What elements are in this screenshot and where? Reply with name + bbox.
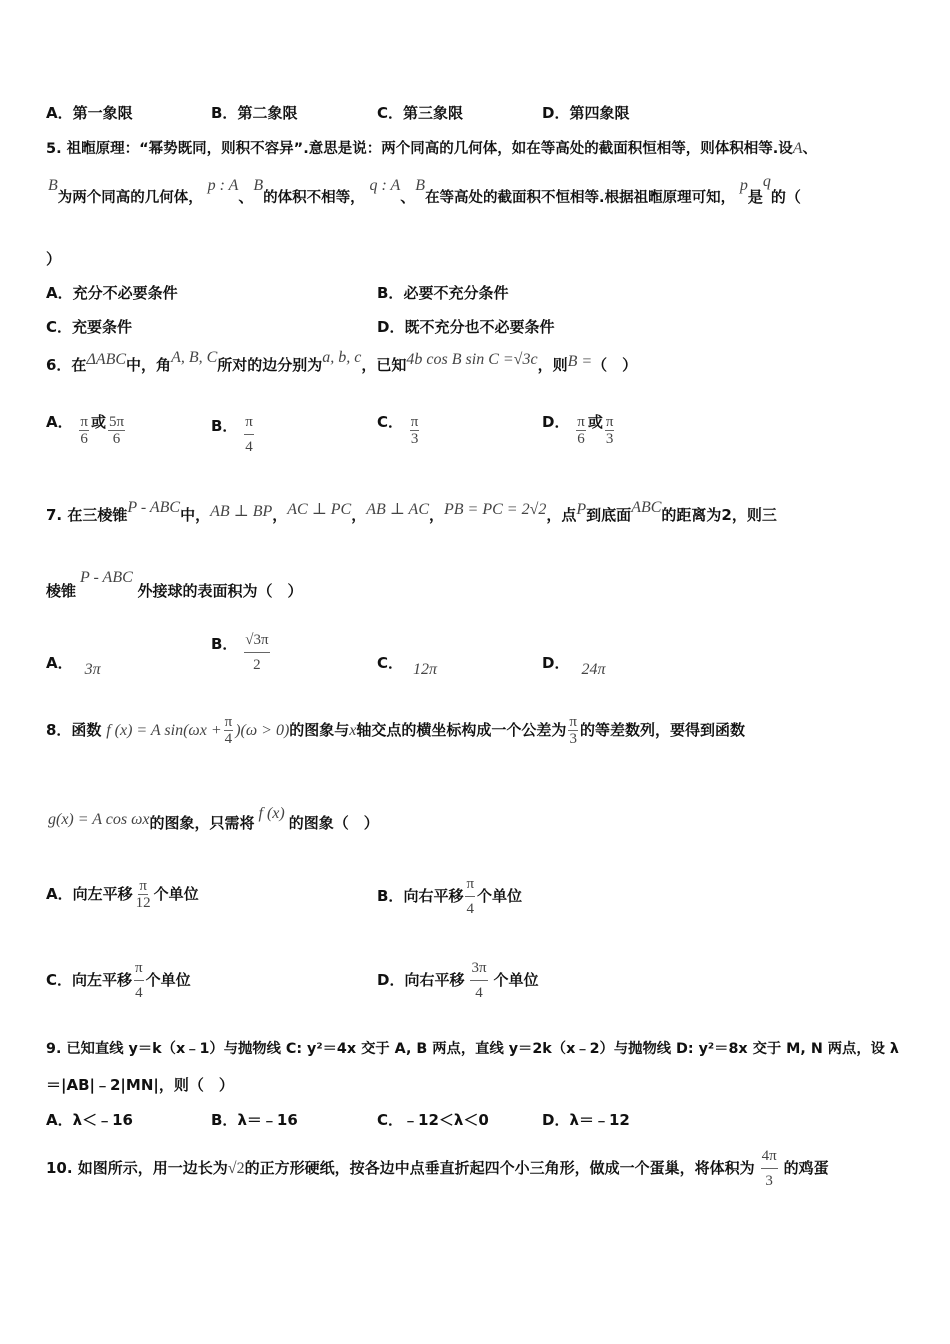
q6-option-b: B． $\frac{\pi}{4}$: [211, 410, 256, 459]
q9-stem-line2: ＝|AB|﹣2|MN|，则（ ）: [46, 1076, 234, 1094]
q7-option-b: B． $\frac{√3\pi}{2}$: [211, 628, 272, 677]
q4-option-d: D．第四象限: [542, 104, 630, 122]
q8-stem-line1: 8．函数 f (x) = A sin(ωx + $\frac{\pi}{4}$ )(ω > 0)的图象与x轴交点的横坐标构成一个公差为 $\frac{\pi}{3}$ 的等差数列，要得到函数: [46, 714, 745, 747]
q5-option-b: B．必要不充分条件: [377, 284, 509, 302]
q7-option-c: C． 12π: [377, 654, 438, 678]
q6-opt-a-frac1: $\frac{\pi}{6}$: [80, 414, 88, 447]
q8-option-c: C．向左平移 $\frac{\pi}{4}$ 个单位: [46, 956, 191, 1005]
q8-option-b: B．向右平移 $\frac{\pi}{4}$ 个单位: [377, 872, 522, 921]
q8-option-a: A．向左平移 $\frac{\pi}{12}$ 个单位: [46, 878, 199, 911]
q6-option-c: C． $\frac{\pi}{3}$: [377, 413, 419, 447]
q9-option-d: D．λ＝﹣12: [542, 1111, 630, 1129]
q7-option-d: D． 24π: [542, 654, 606, 678]
q5-option-c: C．充要条件: [46, 318, 133, 336]
q6-option-a: A． $\frac{\pi}{6}$ 或 $\frac{5\pi}{6}$: [46, 413, 125, 447]
q5-stem-line2: B为两个同高的几何体， p : A、B的体积不相等， q : A、B在等高处的截面积不恒相等.根据祖暅原理可知， p是q的（: [48, 173, 801, 206]
q10-stem: 10. 如图所示，用一边长为√2的正方形硬纸，按各边中点垂直折起四个小三角形，做成一个蛋巢，将体积为 $\frac{4\pi}{3}$ 的鸡蛋: [46, 1144, 829, 1193]
q8-stem-line2: g(x) = A cos ωx的图象，只需将f (x)的图象（ ）: [48, 805, 379, 832]
q8-option-d: D．向右平移 $\frac{3\pi}{4}$ 个单位: [377, 956, 539, 1005]
q4-option-b: B．第二象限: [211, 104, 298, 122]
q7-stem-line2: 棱锥P - ABC 外接球的表面积为（ ）: [46, 569, 303, 600]
q5-option-d: D．既不充分也不必要条件: [377, 318, 555, 336]
q9-option-c: C．﹣12＜λ＜0: [377, 1111, 489, 1129]
q9-option-a: A．λ＜﹣16: [46, 1111, 133, 1129]
q9-stem-line1: 9. 已知直线 y＝k（x﹣1）与抛物线 C: y²＝4x 交于 A, B 两点，直线 y＝2k（x﹣2）与抛物线 D: y²＝8x 交于 M, N 两点，设 λ: [46, 1041, 899, 1057]
q5-stem-line1: 5. 祖暅原理：“幂势既同，则积不容异”.意思是说：两个同高的几何体，如在等高处的截面积恒相等，则体积相等.设A、: [46, 140, 817, 157]
q7-stem-line1: 7. 在三棱锥P - ABC中，AB ⊥ BP，AC ⊥ PC，AB ⊥ AC，PB = PC = 2√2，点P到底面ABC的距离为2，则三: [46, 499, 777, 524]
q4-option-a: A．第一象限: [46, 104, 133, 122]
q5-stem-line3: ）: [46, 250, 62, 268]
q6-option-d: D． $\frac{\pi}{6}$ 或 $\frac{\pi}{3}$: [542, 413, 614, 447]
q5-option-a: A．充分不必要条件: [46, 284, 178, 302]
q7-option-a: A． 3π: [46, 654, 101, 678]
q6-stem: 6．在ΔABC中，角A, B, C所对的边分别为a, b, c，已知4b cos B sin C =√3c，则B =（ ）: [46, 349, 638, 374]
q9-option-b: B．λ＝﹣16: [211, 1111, 298, 1129]
q6-opt-a-frac2: $\frac{5\pi}{6}$: [108, 414, 125, 447]
q4-option-c: C．第三象限: [377, 104, 464, 122]
